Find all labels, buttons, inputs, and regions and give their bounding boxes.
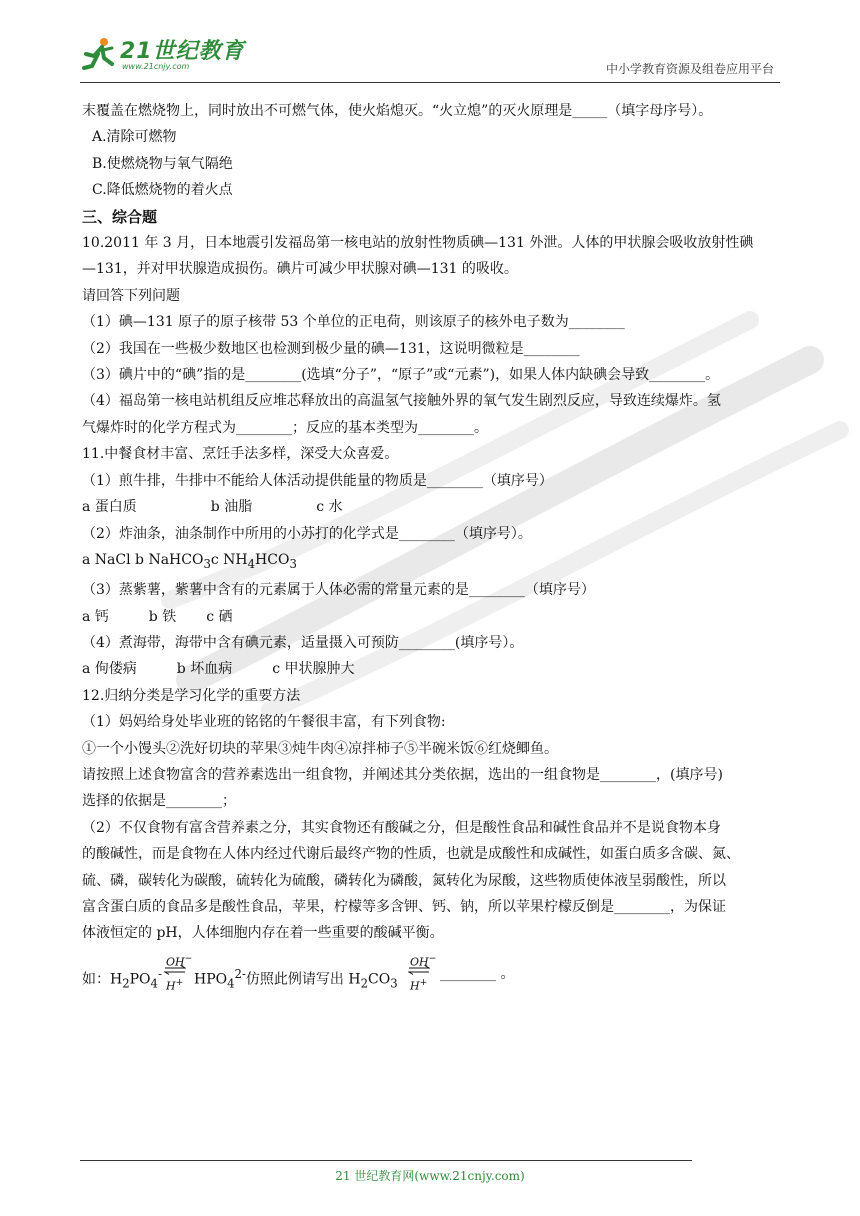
equilibrium-arrow-1 — [164, 952, 193, 993]
formula-part: PO — [129, 971, 151, 988]
section-heading: 三、综合题 — [82, 207, 158, 226]
question-11-part-4: （4）煮海带，海带中含有碘元素，适量摄入可预防________(填序号）。 — [82, 634, 524, 651]
question-10-text: 10.2011 年 3 月，日本地震引发福岛第一核电站的放射性物质碘—131 外泄。人体的甲状腺会吸收放射性碘 — [82, 235, 754, 252]
question-12-part-2: 富含蛋白质的食品多是酸性食品，苹果，柠檬等多含钾、钙、钠，所以苹果柠檬反倒是________，为保证 — [82, 898, 726, 915]
choice-a: a 蛋白质 — [82, 499, 137, 516]
question-11-part-1: （1）煎牛排，牛排中不能给人体活动提供能量的物质是________（填序号） — [82, 472, 553, 489]
subscript: 2 — [360, 976, 368, 991]
choice-text: HCO — [255, 551, 290, 568]
question-12-part-2: 体液恒定的 pH，人体细胞内存在着一些重要的酸碱平衡。 — [82, 925, 444, 942]
subscript: 3 — [289, 556, 297, 571]
choice-c: c 硒 — [206, 608, 233, 625]
question-12-text: 12.归纳分类是学习化学的重要方法 — [82, 687, 301, 704]
subscript: 3 — [203, 556, 211, 571]
question-11-text: 11.中餐食材丰富、烹饪手法多样，深受大众喜爱。 — [82, 446, 399, 463]
question-10-part-1: （1）碘—131 原子的原子核带 53 个单位的正电荷，则该原子的核外电子数为________ — [82, 314, 625, 331]
question-10-part-3: （3）碘片中的“碘”指的是________(选填“分子”，“原子”或“元素”)，如果人体内缺碘会导致________。 — [82, 367, 720, 384]
question-12-part-2: 的酸碱性，而是食物在人体内经过代谢后最终产物的性质，也就是成酸性和成碱性，如蛋白质多含碳、氮、 — [82, 846, 740, 863]
subscript: 4 — [227, 976, 235, 991]
question-11-options-3 — [82, 604, 782, 630]
formula-part: 仿照此例请写出 H — [245, 971, 361, 988]
question-10-text: —131，并对甲状腺造成损伤。碘片可减少甲状腺对碘—131 的吸收。 — [82, 261, 518, 278]
formula-text — [194, 961, 398, 997]
question-12-part-2: （2）不仅食物有富含营养素之分，其实食物还有酸碱之分，但是酸性食品和碱性食品并不是说食物本身 — [82, 819, 721, 836]
header-tagline: 中小学教育资源及组卷应用平台 — [605, 62, 774, 76]
oh-text: OH — [166, 955, 185, 969]
question-10-part-4: 气爆炸时的化学方程式为________；反应的基本类型为________。 — [82, 419, 488, 436]
h-label — [410, 977, 427, 993]
logo-url: www.21cnjy.com — [122, 62, 190, 71]
option-b: B.使燃烧物与氧气隔绝 — [92, 155, 233, 172]
question-11-part-3: （3）蒸紫薯，紫薯中含有的元素属于人体必需的常量元素的是________（填序号） — [82, 582, 595, 599]
formula-text — [82, 961, 162, 997]
choice-c: c 甲状腺肿大 — [272, 661, 355, 678]
formula-prefix: 如：H — [82, 971, 123, 988]
site-logo[interactable] — [80, 32, 250, 76]
superscript: + — [419, 976, 428, 988]
question-12-part-1-prompt: 选择的依据是________； — [82, 793, 236, 810]
question-12-part-2: 硫、磷，碳转化为碳酸，硫转化为硫酸，磷转化为磷酸，氮转化为尿酸，这些物质使体液呈弱酸性，所以 — [82, 872, 726, 889]
footer-divider — [80, 1160, 692, 1161]
h-label — [166, 977, 183, 993]
question-10-part-2: （2）我国在一些极少数地区也检测到极少量的碘—131，这说明微粒是________ — [82, 340, 580, 357]
question-11-part-2: （2）炸油条，油条制作中所用的小苏打的化学式是________（填序号）。 — [82, 525, 532, 542]
choice-text: c NH — [210, 551, 248, 568]
choice-b: b 铁 — [148, 608, 177, 625]
h-text: H — [410, 979, 420, 993]
text-line: 末覆盖在燃烧物上，同时放出不可燃气体，使火焰熄灭。“火立熄”的灭火原理是_____（填字母序号）。 — [82, 103, 713, 119]
question-10-prompt: 请回答下列问题 — [82, 287, 180, 304]
chemical-equilibrium-line — [82, 952, 782, 1001]
subscript: 4 — [150, 976, 158, 991]
formula-part: HPO — [194, 971, 228, 988]
question-10-part-4: （4）福岛第一核电站机组反应堆芯释放出的高温氢气接触外界的氧气发生剧烈反应，导致连续爆炸。氢 — [82, 393, 721, 410]
logo-text: 21世纪教育 — [120, 39, 245, 64]
question-11-options-1 — [82, 494, 782, 520]
choice-text: a NaCl b NaHCO — [82, 551, 204, 568]
page-footer[interactable]: 21 世纪教育网(www.21cnjy.com) — [335, 1169, 525, 1183]
oh-text: OH — [410, 955, 429, 969]
runner-logo-icon — [82, 36, 116, 72]
option-a: A.清除可燃物 — [92, 129, 177, 146]
question-12-part-1-prompt: 请按照上述食物富含的营养素选出一组食物，并阐述其分类依据，选出的一组食物是________，(填序号) — [82, 766, 723, 783]
h-text: H — [166, 979, 176, 993]
page-header — [80, 30, 780, 83]
choice-b: b 坏血病 — [176, 661, 233, 678]
equilibrium-arrow-2 — [408, 952, 437, 993]
option-c: C.降低燃烧物的着火点 — [92, 182, 233, 199]
question-11-options-2 — [82, 547, 782, 577]
choice-a: a 钙 — [82, 608, 109, 625]
subscript: 3 — [390, 976, 398, 991]
question-11-options-4 — [82, 656, 782, 682]
superscript: 2- — [234, 966, 246, 981]
equilibrium-arrows-icon — [164, 965, 186, 975]
equilibrium-arrows-icon — [408, 965, 430, 975]
document-body — [82, 98, 782, 1001]
subscript: 4 — [247, 556, 256, 571]
superscript: - — [157, 966, 162, 981]
superscript: − — [428, 952, 437, 964]
subscript: 2 — [122, 976, 130, 991]
formula-part: CO — [367, 971, 391, 988]
question-12-part-1: （1）妈妈给身处毕业班的铭铭的午餐很丰富，有下列食物: — [82, 714, 446, 731]
choice-c: c 水 — [316, 499, 343, 516]
choice-a: a 佝偻病 — [82, 661, 137, 678]
question-12-foods: ①一个小馒头②洗好切块的苹果③炖牛肉④凉拌柿子⑤半碗米饭⑥红烧鲫鱼。 — [82, 740, 558, 757]
choice-b: b 油脂 — [210, 499, 253, 516]
superscript: − — [184, 952, 193, 964]
answer-blank: ________ 。 — [440, 965, 515, 982]
superscript: + — [175, 976, 184, 988]
